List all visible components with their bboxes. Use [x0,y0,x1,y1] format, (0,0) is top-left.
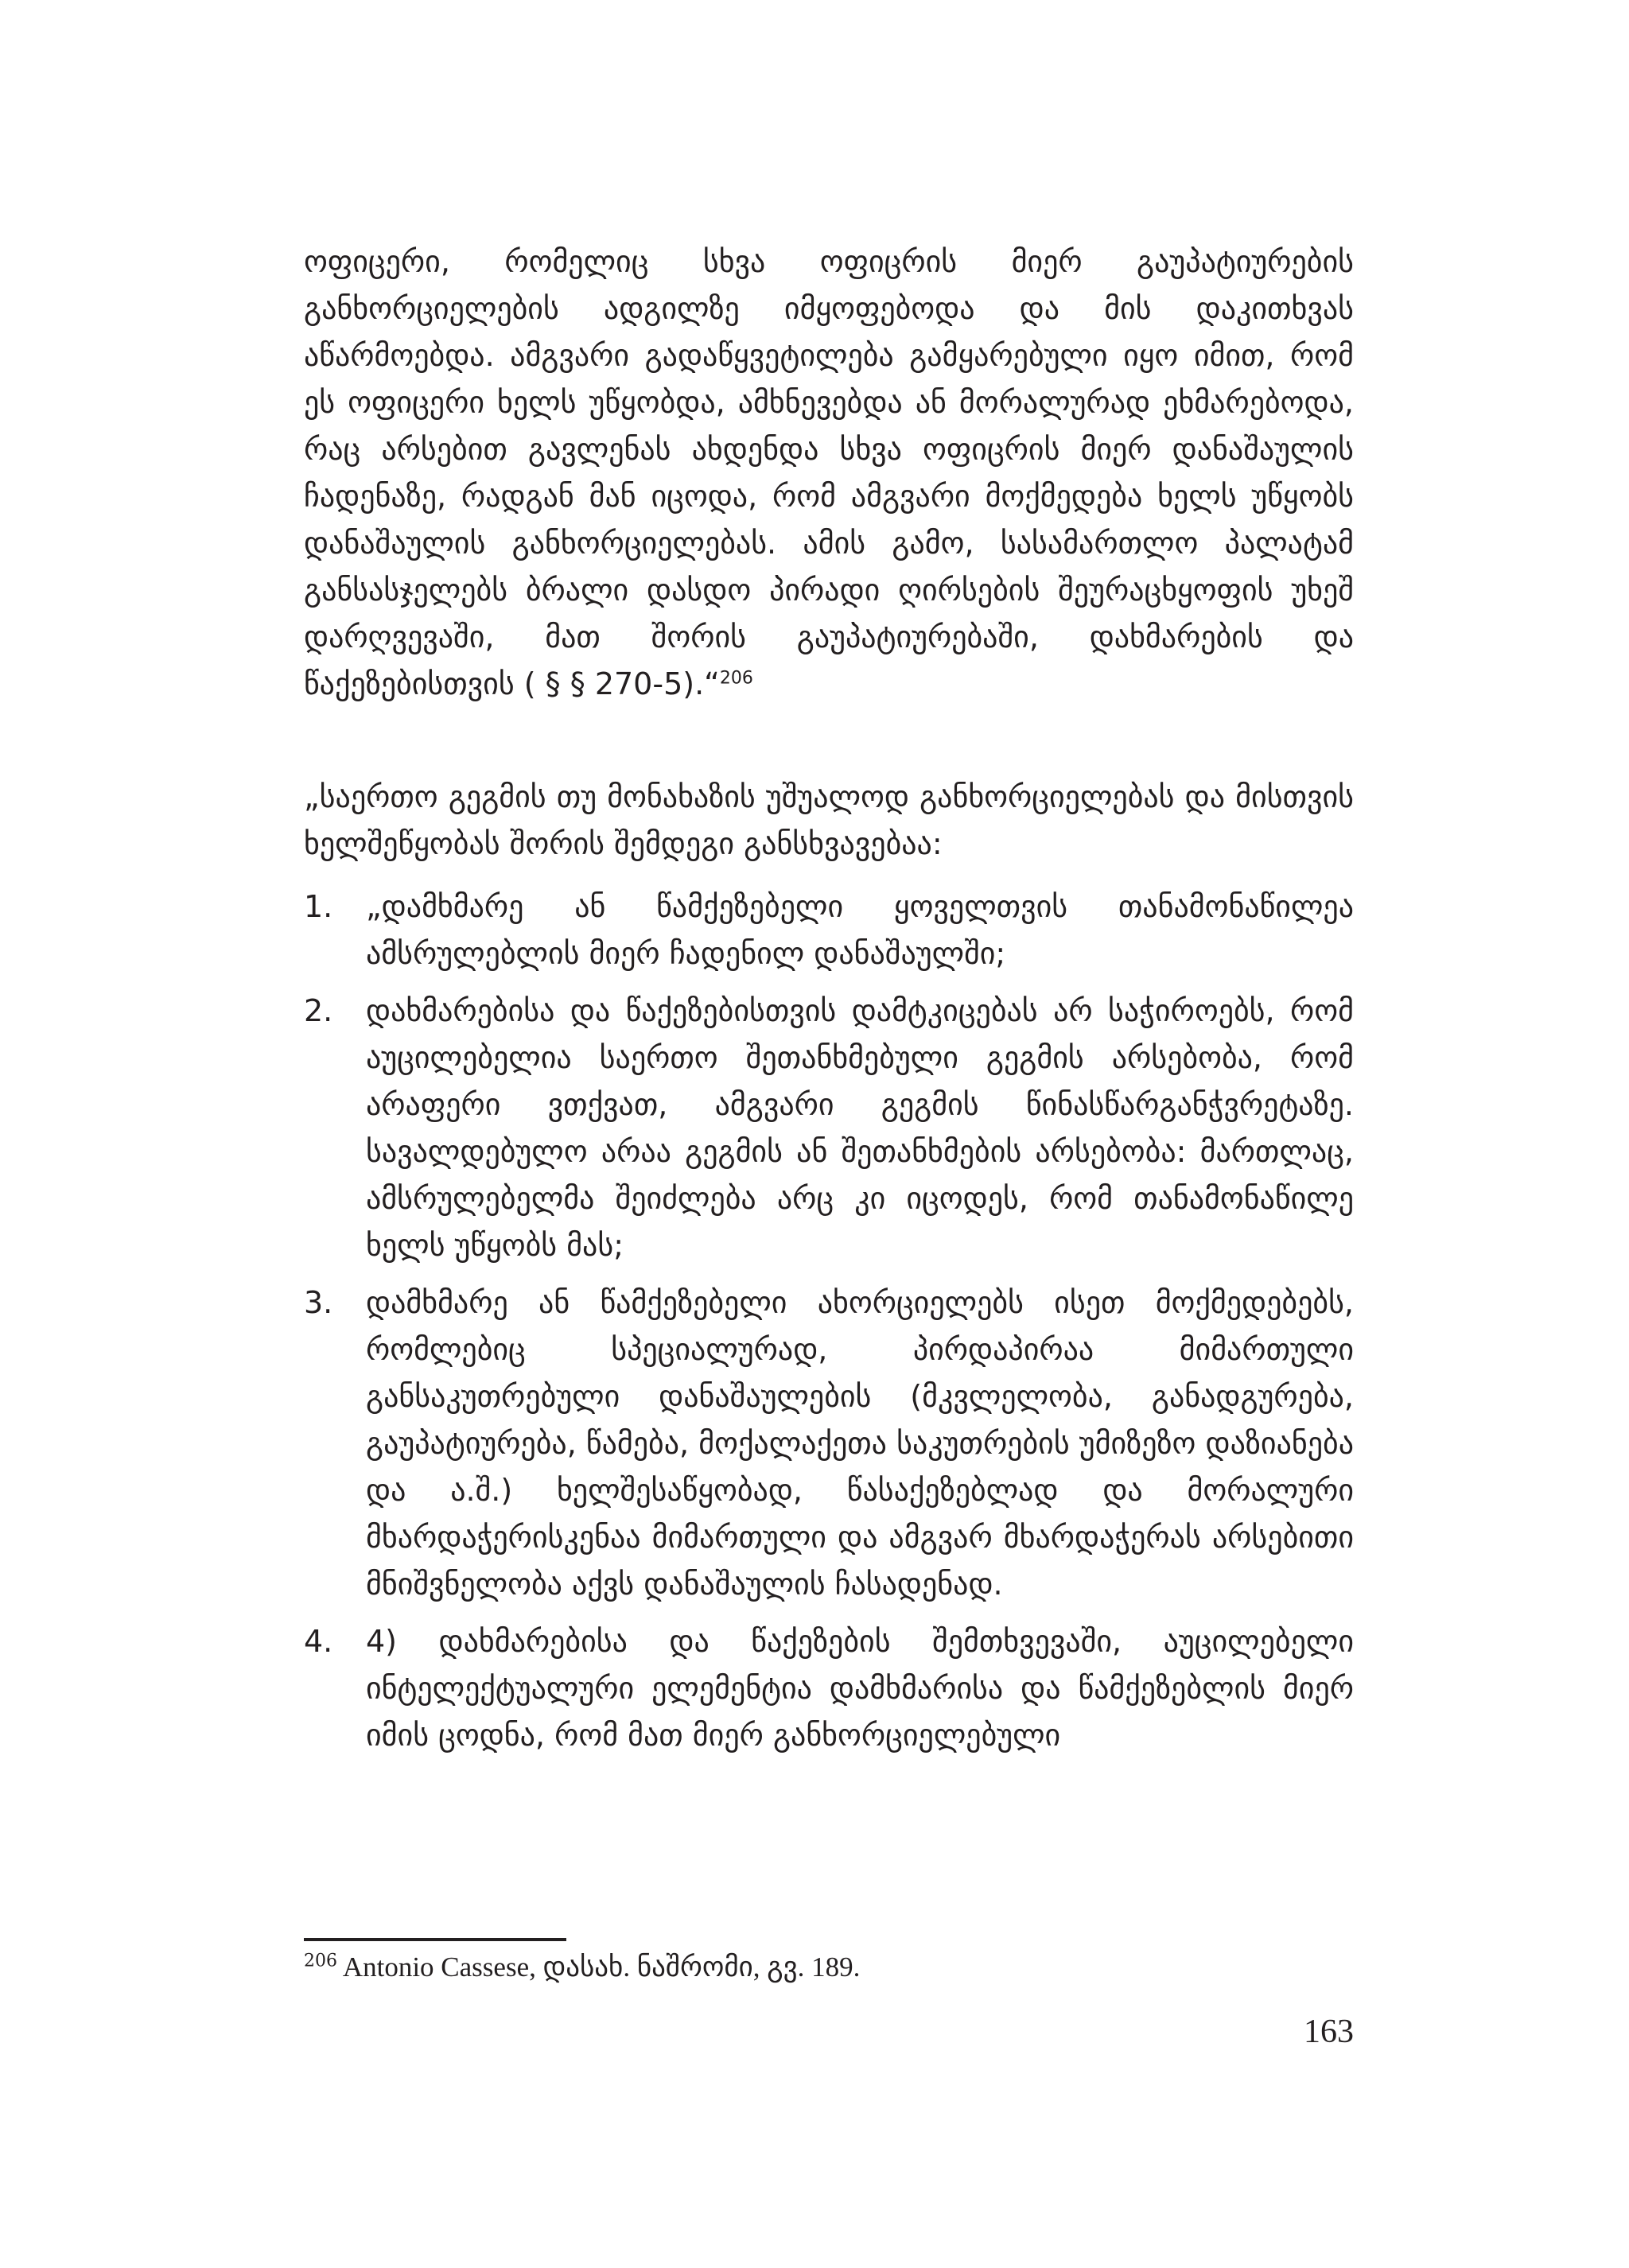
list-item-text: „დამხმარე ან წამქეზებელი ყოველთვის თანამონაწილეა ამსრულებლის მიერ ჩადენილ დანაშაულში; [366,889,1354,971]
list-item [304,988,1354,1269]
list-item-number: 2. [304,993,333,1028]
body-paragraph [304,239,1354,708]
list-item [304,1618,1354,1759]
footnote [304,1945,1354,1990]
quote-paragraph [304,774,1354,868]
paragraph-text: ოფიცერი, რომელიც სხვა ოფიცრის მიერ გაუპატიურების განხორციელების ადგილზე იმყოფებოდა და მის დაკითხვას აწარმოებდა. ამგვარი გადაწყვეტილება გამყარებული იყო იმით, რომ ეს ოფიცერი ხელს უწყობდა, ამხნევებდა ან მორალურად ეხმარებოდა, რაც არსებით გავლენას ახდენდა სხვა ოფიცრის მიერ დანაშაულის ჩადენაზე, რადგან მან იცოდა, რომ ამგვარი მოქმედება ხელს უწყობს დანაშაულის განხორციელებას. ამის გამო, სასამართლო პალატამ განსასჯელებს ბრალი დასდო პირადი ღირსების შეურაცხყოფის უხეშ დარღვევაში, მათ შორის გაუპატიურებაში, დახმარების და წაქეზებისთვის ( § § 270-5).“ [304,244,1354,701]
main-text-block [304,239,1354,1769]
numbered-list [304,884,1354,1759]
list-item [304,1280,1354,1608]
footnote-number: 206 [304,1951,337,1971]
paragraph-spacer [304,708,1354,774]
footnote-text: Antonio Cassese, დასახ. ნაშრომი, გვ. 189. [337,1951,861,1983]
list-item-text: დამხმარე ან წამქეზებელი ახორციელებს ისეთ მოქმედებებს, რომლებიც სპეციალურად, პირდაპირაა მიმართული განსაკუთრებული დანაშაულების (მკვლელობა, განადგურება, გაუპატიურება, წამება, მოქალაქეთა საკუთრების უმიზეზო დაზიანება და ა.შ.) ხელშესაწყობად, წასაქეზებლად და მორალური მხარდაჭერისკენაა მიმართული და ამგვარ მხარდაჭერას არსებითი მნიშვნელობა აქვს დანაშაულის ჩასადენად. [366,1285,1354,1602]
list-item [304,884,1354,977]
footnote-divider [304,1938,566,1941]
list-item-number: 4. [304,1624,333,1659]
list-item-number: 1. [304,889,333,924]
page-number: 163 [1304,2014,1354,2050]
paragraph-text: „საერთო გეგმის თუ მონახაზის უშუალოდ განხორციელებას და მისთვის ხელშეწყობას შორის შემდეგი განსხვავებაა: [304,779,1354,861]
list-item-text: დახმარებისა და წაქეზებისთვის დამტკიცებას არ საჭიროებს, რომ აუცილებელია საერთო შეთანხმებული გეგმის არსებობა, რომ არაფერი ვთქვათ, ამგვარი გეგმის წინასწარგანჭვრეტაზე. სავალდებულო არაა გეგმის ან შეთანხმების არსებობა: მართლაც, ამსრულებელმა შეიძლება არც კი იცოდეს, რომ თანამონაწილე ხელს უწყობს მას; [366,993,1354,1263]
footnote-reference: 206 [719,668,753,689]
list-item-text: 4) დახმარებისა და წაქეზების შემთხვევაში, აუცილებელი ინტელექტუალური ელემენტია დამხმარისა და წამქეზებლის მიერ იმის ცოდნა, რომ მათ მიერ განხორციელებული [366,1624,1354,1753]
list-item-number: 3. [304,1285,333,1320]
